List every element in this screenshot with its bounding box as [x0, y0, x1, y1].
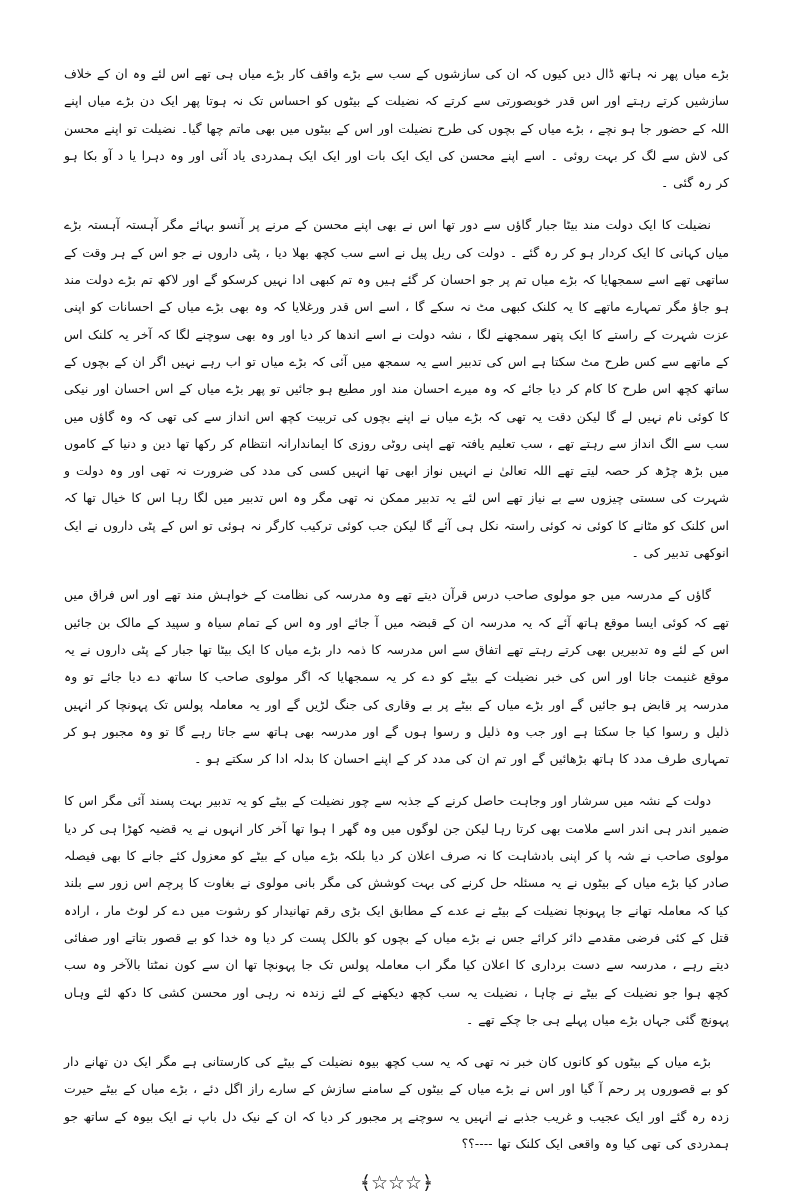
- star-ornament: ﴾☆☆☆﴿: [359, 1172, 434, 1194]
- paragraph-4: دولت کے نشہ میں سرشار اور وجاہت حاصل کرنے کے جذبہ سے چور نضیلت کے بیٹے کو یہ تدبیر بہت پسند آئی مگر اس کا ضمیر اندر ہی اندر اسے ملامت بھی کرتا رہا لیکن جن لوگوں میں وہ گھر ا ہوا تھا آخر کار انہوں نے یہ قضیہ کھڑا ہی کر دیا مولوی صاحب نے شہ پا کر اپنی بادشاہت کا نہ صرف اعلان کر دیا بلکہ بڑے میاں کے بیٹے کو معزول کئے جانے کا بھی فیصلہ صادر کیا بڑے میاں کے بیٹوں نے یہ مسئلہ حل کرنے کی بہت کوشش کی مگر بانی مولوی نے بغاوت کا پرچم اس زور سے بلند کیا کہ معاملہ تھانے جا پہونچا نضیلت کے بیٹے نے عدے کے مطابق ایک بڑی رقم تھانیدار کو رشوت میں دے کر لوٹ مار ، ارادہ قتل کے کئی فرضی مقدمے دائر کرائے جس نے بڑے میاں کے بچوں کو بالکل پست کر دیا وہ خدا کو بے قصور بتاتے اور صفائی دیتے رہے ، مدرسہ سے دست برداری کا اعلان کیا مگر اب معاملہ پولس تک جا پہونچا تھا ان سے کون نمٹتا بالآخر وہ سب کچھ ہوا جو نضیلت کے بیٹے نے چاہا ، نضیلت یہ سب کچھ دیکھنے کے لئے زندہ نہ رہی اور محسن کشی کا دکھ لئے وہاں پہونچ گئی جہاں بڑے میاں پہلے ہی جا چکے تھے ۔: [64, 793, 729, 1027]
- paragraph-3: گاؤں کے مدرسہ میں جو مولوی صاحب درس قرآن دیتے تھے وہ مدرسہ کی نظامت کے خواہش مند تھے اور اس فراق میں تھے کہ کوئی ایسا موقع ہاتھ آئے کہ یہ مدرسہ ان کے قبضہ میں آ جائے اور وہ اس کے تمام سیاہ و سپید کے مالک بن جائیں اس کے لئے وہ تدبیریں بھی کرتے رہتے تھے اتفاق سے اس مدرسہ کا ذمہ دار بڑے میاں کا ایک بیٹا تھا جبار کے پٹی داروں نے یہ موقع غنیمت جانا اور اس کی خبر نضیلت کے بیٹے کو دے کر یہ سمجھایا کہ اگر مولوی صاحب کا ساتھ دے دیا جائے تو وہ مدرسہ پر قابض ہو جائیں گے اور بڑے میاں کے بیٹے پر بے وقاری کی جنگ لڑیں گے اور یہ معاملہ پولس تک پہونچا کر انہیں ذلیل و رسوا کیا جا سکتا ہے اور جب وہ ذلیل و رسوا ہوں گے اور مدرسہ بھی ہاتھ سے جاتا رہے گا تو وہ مجبور ہو کر تمہاری طرف مدد کا ہاتھ بڑھائیں گے اور تم ان کی مدد کر کے اپنے احسان کا بدلہ ادا کر سکتے ہو ۔: [64, 587, 729, 767]
- document-page: [64, 60, 729, 1194]
- paragraph-2: نضیلت کا ایک دولت مند بیٹا جبار گاؤں سے دور تھا اس نے بھی اپنے محسن کے مرنے پر آنسو بہائے مگر آہستہ آہستہ بڑے میاں کہانی کا ایک کردار ہو کر رہ گئے ۔ دولت کی ریل پیل نے اسے سب کچھ بھلا دیا ، پٹی داروں نے جو اس کے ہر وقت کے ساتھی تھے اسے سمجھایا کہ بڑے میاں تم پر جو احسان کر گئے ہیں وہ تم کبھی ادا نہیں کرسکو گے اور لاکھ تم بڑے دولت مند ہو جاؤ مگر تمہارے ماتھے کا یہ کلنک کبھی مٹ نہ سکے گا ، اسے اس قدر ورغلایا کہ وہ بھی بڑے میاں کے احسانات کو اپنی عزت شہرت کے راستے کا ایک پتھر سمجھنے لگا ، نشہ دولت نے اسے اندھا کر دیا اور وہ بھی سوچنے لگا کہ آخر یہ کلنک اس کے ماتھے سے کس طرح مٹ سکتا ہے اس کی تدبیر اسے یہ سمجھ میں آئی کہ بڑے میاں تو اب رہے نہیں اگر ان کے بچوں کے ساتھ کچھ اس طرح کا کام کر دیا جائے کہ وہ میرے احسان مند اور مطیع ہو جائیں تو پھر بڑے میاں کے اس احسان اور نیکی کا کوئی نام نہیں لے گا لیکن دقت یہ تھی کہ بڑے میاں نے اپنے بچوں کی تربیت کچھ اس انداز سے کی تھی کہ وہ گاؤں میں سب سے الگ انداز سے رہتے تھے ، سب تعلیم یافتہ تھے اپنی روٹی روزی کا ایماندارانہ انتظام کر رکھا تھا دین و دنیا کے کاموں میں بڑھ چڑھ کر حصہ لیتے تھے اللہ تعالیٰ نے انہیں نواز ابھی تھا انہیں کسی کی مدد کی ضرورت نہ تھی اور وہ دولت و شہرت کی سستی چیزوں سے بے نیاز تھے اس لئے یہ تدبیر ممکن نہ تھی مگر وہ اس تدبیر میں لگا رہا اس کا خیال تھا کہ اس کلنک کو مٹانے کا کوئی نہ کوئی راستہ نکل ہی آئے گا لیکن جب کوئی ترکیب کارگر نہ ہوئی تو اس کے پٹی داروں نے ایک انوکھی تدبیر کی ۔: [64, 217, 729, 561]
- paragraph-1: بڑے میاں پھر نہ ہاتھ ڈال دیں کیوں کہ ان کی سازشوں کے سب سے بڑے واقف کار بڑے میاں ہی تھے اس لئے وہ ان کے خلاف سازشیں کرتے رہتے اور اس قدر خوبصورتی سے کرتے کہ نضیلت کے بیٹوں کو احساس تک نہ ہوتا پھر ایک دن بڑے میاں اپنے اللہ کے حضور جا ہو نچے ، بڑے میاں کے بچوں کی طرح نضیلت اور اس کے بیٹوں میں بھی ماتم چھا گیا۔ نضیلت تو اپنے محسن کی لاش سے لگ کر بہت روئی ۔ اسے اپنے محسن کی ایک ایک بات اور ایک ایک ہمدردی یاد آئی اور وہ دہرا یا د آو بکا ہو کر رہ گئی ۔: [64, 66, 729, 191]
- paragraph-5: بڑے میاں کے بیٹوں کو کانوں کان خبر نہ تھی کہ یہ سب کچھ بیوہ نضیلت کے بیٹے کی کارستانی ہے مگر ایک دن تھانے دار کو بے قصوروں پر رحم آ گیا اور اس نے بڑے میاں کے بیٹوں کے سامنے سازش کے سارے راز اگل دئے ، بڑے میاں کے بیٹے حیرت زدہ رہ گئے اور ایک عجیب و غریب جذبے نے انہیں یہ سوچنے پر مجبور کر دیا کہ ان کے نیک دل باپ نے ایک بیوہ کے ساتھ جو ہمدردی کی تھی کیا وہ واقعی ایک کلنک تھا ----؟؟: [64, 1054, 729, 1151]
